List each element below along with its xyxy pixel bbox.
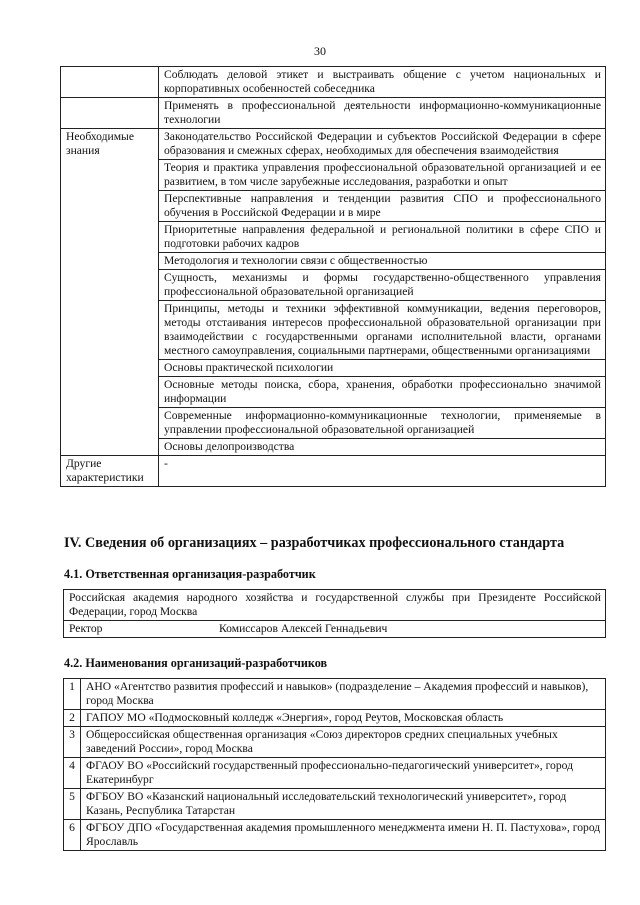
developer-name: ФГБОУ ВО «Казанский национальный исследовательский технологический университет», город Казань, Республика Татарстан — [81, 789, 606, 820]
responsible-org-table — [63, 589, 606, 638]
knowledge-item: Современные информационно-коммуникационные технологии, применяемые в управлении профессиональной образовательной организацией — [159, 408, 606, 439]
table-row — [64, 820, 606, 851]
knowledge-item: Теория и практика управления профессиональной образовательной организацией и ее развитием, в том числе зарубежные исследования, разработки и опыт — [159, 160, 606, 191]
knowledge-item: Методология и технологии связи с общественностью — [159, 253, 606, 270]
knowledge-item: Основы делопроизводства — [159, 439, 606, 456]
page-number: 30 — [314, 44, 326, 58]
knowledge-item: Сущность, механизмы и формы государственно-общественного управления профессиональной образовательной организацией — [159, 270, 606, 301]
table-row — [64, 758, 606, 789]
table-row — [64, 621, 606, 638]
developers-table — [63, 678, 606, 851]
row-number: 5 — [64, 789, 81, 820]
leader-cell — [64, 621, 606, 638]
knowledge-item: Перспективные направления и тенденции развития СПО и профессионального обучения в Российской Федерации и в мире — [159, 191, 606, 222]
developer-name: ФГБОУ ДПО «Государственная академия промышленного менеджмента имени Н. П. Пастухова», город Ярославль — [81, 820, 606, 851]
row-number: 2 — [64, 710, 81, 727]
developer-name: АНО «Агентство развития профессий и навыков» (подразделение – Академия профессий и навыков), город Москва — [81, 679, 606, 710]
skill-item: Соблюдать деловой этикет и выстраивать общение с учетом национальных и корпоративных особенностей собеседника — [159, 67, 606, 98]
leader-position: Ректор — [69, 622, 103, 635]
responsible-heading: 4.1. Ответственная организация-разработчик — [64, 567, 316, 581]
developer-name: ГАПОУ МО «Подмосковный колледж «Энергия», город Реутов, Московская область — [81, 710, 606, 727]
developer-name: ФГАОУ ВО «Российский государственный профессионально-педагогический университет», город Екатеринбург — [81, 758, 606, 789]
table-row — [61, 98, 606, 129]
empty-label-cell — [61, 67, 159, 98]
developers-heading: 4.2. Наименования организаций-разработчиков — [64, 656, 328, 670]
knowledge-item: Основные методы поиска, сбора, хранения, обработки профессионально значимой информации — [159, 377, 606, 408]
table-row — [64, 679, 606, 710]
table-row — [61, 129, 606, 160]
row-number: 3 — [64, 727, 81, 758]
knowledge-item: Приоритетные направления федеральной и региональной политики в сфере СПО и подготовки рабочих кадров — [159, 222, 606, 253]
section-title: IV. Сведения об организациях – разработчиках профессионального стандарта — [64, 535, 565, 551]
empty-label-cell — [61, 98, 159, 129]
responsible-org-name: Российская академия народного хозяйства и государственной службы при Президенте Российской Федерации, город Москва — [64, 590, 606, 621]
table-row — [61, 67, 606, 98]
table-row — [64, 727, 606, 758]
other-label: Другие характеристики — [61, 456, 159, 487]
knowledge-item: Основы практической психологии — [159, 360, 606, 377]
table-row — [61, 456, 606, 487]
knowledge-table — [60, 66, 606, 487]
leader-name: Комиссаров Алексей Геннадьевич — [219, 622, 388, 635]
row-number: 1 — [64, 679, 81, 710]
table-row — [64, 590, 606, 621]
table-row — [64, 789, 606, 820]
knowledge-label: Необходимые знания — [61, 129, 159, 456]
table-row — [64, 710, 606, 727]
developer-name: Общероссийская общественная организация «Союз директоров средних специальных учебных заведений России», город Москва — [81, 727, 606, 758]
row-number: 6 — [64, 820, 81, 851]
knowledge-item: Принципы, методы и техники эффективной коммуникации, ведения переговоров, методы отстаивания интересов профессиональной образовательной организации при взаимодействии с государственными органами исполнительной власти, органами местного самоуправления, социальными партнерами, общественными организациями — [159, 301, 606, 360]
knowledge-item: Законодательство Российской Федерации и субъектов Российской Федерации в сфере образования и смежных сферах, необходимых для обеспечения взаимодействия — [159, 129, 606, 160]
skill-item: Применять в профессиональной деятельности информационно-коммуникационные технологии — [159, 98, 606, 129]
other-value: - — [159, 456, 606, 487]
row-number: 4 — [64, 758, 81, 789]
